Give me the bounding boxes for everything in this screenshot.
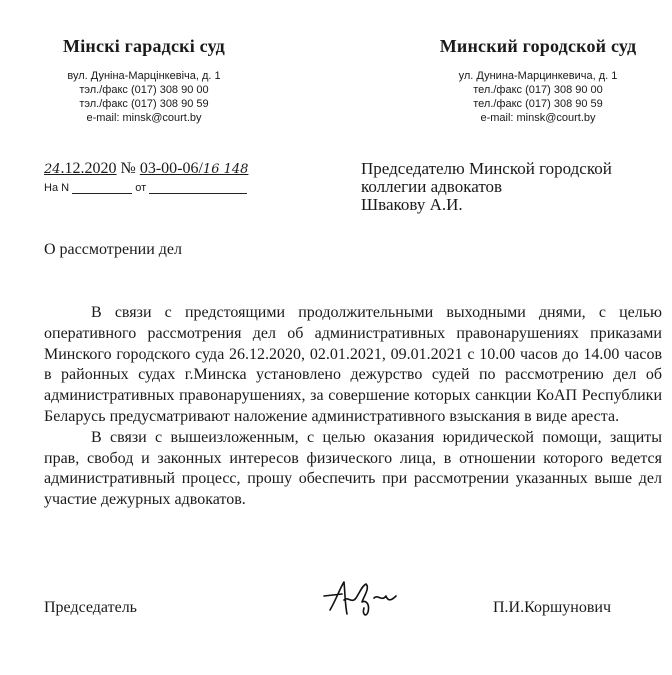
registration-number [140, 160, 249, 177]
addressee-block [361, 160, 612, 214]
phone-ru-1: тел./факс (017) 308 90 00 [473, 84, 603, 96]
court-name-ru: Минский городской суд [439, 36, 637, 56]
court-header-russian [404, 36, 672, 125]
reference-date-blank [149, 183, 247, 194]
addressee-line: Председателю Минской городской [361, 159, 612, 178]
registration-line [44, 160, 248, 178]
address-ru: ул. Дунина-Марцинкевича, д. 1 [458, 70, 618, 82]
email-by: e-mail: minsk@court.by [86, 112, 202, 124]
court-header-belarusian [22, 36, 266, 125]
registration-date [44, 160, 117, 177]
letter-body [44, 303, 662, 511]
address-by: вул. Дуніна-Марцінкевіча, д. 1 [67, 70, 221, 82]
phone-ru-2: тел./факс (017) 308 90 59 [473, 98, 603, 110]
registration-number-prefix: 03-00-06/ [139, 160, 203, 177]
reference-label: На N [44, 182, 70, 194]
phone-by-2: тэл./факс (017) 308 90 59 [79, 98, 209, 110]
reference-from-label: от [135, 182, 147, 194]
registration-day: 24 [44, 162, 61, 177]
letter-subject: О рассмотрении дел [44, 241, 182, 258]
registration-date-rest: .12.2020 [60, 160, 117, 177]
addressee-line: коллегии адвокатов [361, 177, 503, 196]
reference-line [44, 182, 247, 194]
reference-number-blank [72, 183, 132, 194]
signatory-name: П.И.Коршунович [493, 599, 612, 616]
signatory-title: Председатель [44, 599, 137, 616]
court-name-by: Мінскі гарадскі суд [63, 36, 225, 56]
body-paragraph: В связи с вышеизложенным, с целью оказания юридической помощи, защиты прав, свобод и законных интересов физического лица, в отношении которого ведется административный процесс, прошу обеспечить при рассмотрении указанных выше дел участие дежурных адвокатов. [44, 428, 662, 509]
addressee-line: Швакову А.И. [361, 195, 463, 214]
registration-number-hand: 16 148 [202, 162, 249, 177]
body-paragraph: В связи с предстоящими продолжительными выходными днями, с целью оперативного рассмотрения дел об административных правонарушениях приказами Минского городского суда 26.12.2020, 02.01.2021, 09.01.2021 с 10.00 часов до 14.00 часов в районных судах г.Минска установлено дежурство судей по рассмотрению дел об административных правонарушениях, за совершение которых санкции КоАП Республики Беларусь предусматривают наложение административного взыскания в виде ареста. [44, 304, 662, 425]
phone-by-1: тэл./факс (017) 308 90 00 [79, 84, 209, 96]
handwritten-signature [320, 574, 400, 624]
registration-number-label: № [120, 160, 136, 177]
email-ru: e-mail: minsk@court.by [480, 112, 596, 124]
